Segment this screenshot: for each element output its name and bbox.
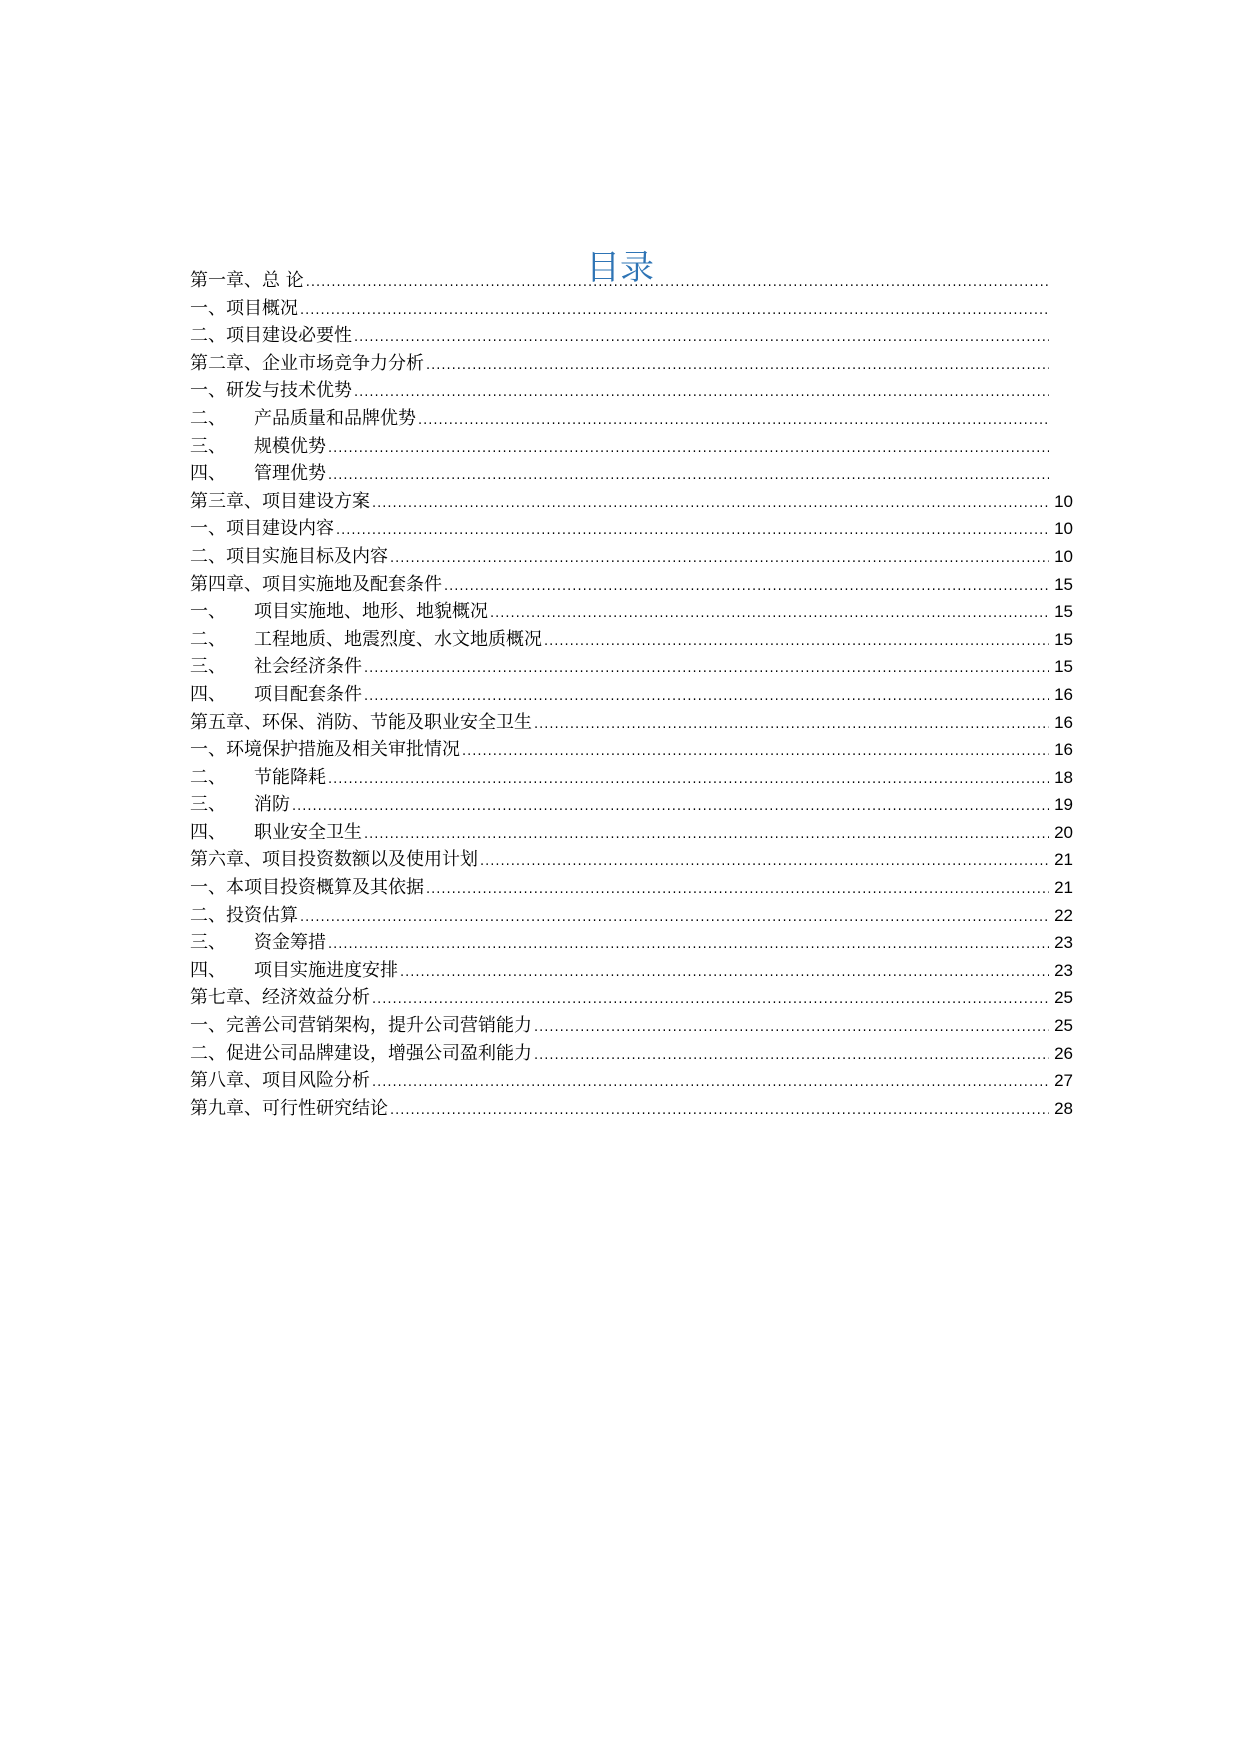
toc-entry[interactable] [190,543,1073,571]
toc-entry-label [190,791,290,819]
toc-entry-text: 节能降耗 [254,766,326,788]
toc-page-number: 19 [1054,795,1073,815]
toc-page-number: 22 [1054,905,1073,925]
toc-entry-label [190,460,326,488]
toc-entry-label [190,764,326,792]
toc-entry-text: 职业安全卫生 [254,821,362,843]
toc-entry-label [190,681,362,709]
toc-page-number: 21 [1054,850,1073,870]
toc-entry-label [190,709,532,737]
toc-page-number: 23 [1054,933,1073,953]
toc-entry-text: 第二章、企业市场竞争力分析 [190,352,424,374]
toc-entry[interactable] [190,377,1073,405]
toc-entry[interactable] [190,460,1073,488]
toc-entry-text: 项目实施地、地形、地貌概况 [254,601,488,623]
toc-entry-text: 项目实施进度安排 [254,959,398,981]
toc-entry-label [190,377,352,405]
toc-page-number: 10 [1054,491,1073,511]
toc-dot-leader [372,1069,1049,1097]
toc-page-number: 16 [1054,740,1073,760]
toc-dot-leader [328,435,1049,463]
toc-entry-number: 四、 [190,463,226,485]
toc-entry-label [190,874,424,902]
toc-dot-leader [354,379,1049,407]
toc-entry[interactable] [190,1012,1073,1040]
toc-dot-leader [328,931,1049,959]
toc-entry[interactable] [190,571,1073,599]
toc-entry[interactable] [190,1040,1073,1068]
toc-entry-label [190,736,460,764]
toc-page-number: 28 [1054,1098,1073,1118]
toc-dot-leader [390,545,1049,573]
toc-entry-number: 三、 [190,794,226,816]
toc-entry[interactable] [190,736,1073,764]
toc-entry-label [190,350,424,378]
toc-dot-leader [462,738,1049,766]
toc-entry[interactable] [190,957,1073,985]
toc-entry[interactable] [190,709,1073,737]
toc-entry-label [190,433,326,461]
toc-entry-label [190,405,416,433]
toc-dot-leader [400,959,1049,987]
toc-page-number: 10 [1054,546,1073,566]
toc-entry-text: 二、项目实施目标及内容 [190,545,388,567]
toc-entry[interactable] [190,764,1073,792]
toc-entry-label [190,295,298,323]
toc-entry-label [190,1012,532,1040]
toc-page-number: 16 [1054,684,1073,704]
toc-dot-leader [444,573,1049,601]
toc-entry-label [190,515,334,543]
toc-entry[interactable] [190,350,1073,378]
toc-page-number: 15 [1054,629,1073,649]
toc-entry-text: 项目配套条件 [254,683,362,705]
toc-entry-text: 一、环境保护措施及相关审批情况 [190,739,460,761]
toc-entry-label [190,267,304,295]
toc-page-number: 15 [1054,574,1073,594]
toc-entry-text: 工程地质、地震烈度、水文地质概况 [254,628,542,650]
toc-dot-leader [372,490,1049,518]
toc-entry[interactable] [190,819,1073,847]
toc-entry[interactable] [190,626,1073,654]
toc-dot-leader [354,324,1049,352]
toc-entry-number: 二、 [190,766,226,788]
toc-entry[interactable] [190,681,1073,709]
toc-entry-label [190,1040,532,1068]
toc-entry-number: 四、 [190,821,226,843]
toc-entry[interactable] [190,267,1073,295]
toc-entry-number: 二、 [190,407,226,429]
toc-entry-text: 第五章、环保、消防、节能及职业安全卫生 [190,711,532,733]
toc-dot-leader [300,904,1049,932]
toc-entry-number: 二、 [190,628,226,650]
toc-entry[interactable] [190,598,1073,626]
toc-dot-leader [534,711,1049,739]
toc-page-number: 16 [1054,712,1073,732]
toc-entry[interactable] [190,984,1073,1012]
toc-dot-leader [390,1097,1049,1125]
toc-entry-text: 一、完善公司营销架构，提升公司营销能力 [190,1015,532,1037]
toc-entry-label [190,598,488,626]
toc-page-number: 25 [1054,1016,1073,1036]
toc-entry-number: 四、 [190,683,226,705]
toc-entry[interactable] [190,295,1073,323]
toc-entry-label [190,653,362,681]
toc-entry[interactable] [190,1095,1073,1123]
toc-entry-label [190,322,352,350]
toc-entry-text: 规模优势 [254,435,326,457]
toc-entry-text: 一、项目概况 [190,297,298,319]
toc-dot-leader [544,628,1049,656]
toc-entry-number: 一、 [190,601,226,623]
toc-entry-text: 二、投资估算 [190,904,298,926]
toc-entry-number: 三、 [190,656,226,678]
toc-entry-label [190,1095,388,1123]
toc-dot-leader [426,876,1049,904]
toc-entry-text: 二、促进公司品牌建设，增强公司盈利能力 [190,1042,532,1064]
toc-page-number: 27 [1054,1071,1073,1091]
toc-dot-leader [300,297,1049,325]
toc-entry-text: 一、本项目投资概算及其依据 [190,877,424,899]
toc-entry-label [190,984,370,1012]
toc-page-number: 18 [1054,767,1073,787]
toc-entry[interactable] [190,929,1073,957]
toc-entry[interactable] [190,1067,1073,1095]
toc-entry-text: 一、研发与技术优势 [190,380,352,402]
toc-entry-label [190,957,398,985]
toc-entry-label [190,902,298,930]
toc-entry-text: 第三章、项目建设方案 [190,490,370,512]
toc-page-number: 26 [1054,1043,1073,1063]
toc-page-number: 20 [1054,822,1073,842]
toc-dot-leader [418,407,1049,435]
toc-entry[interactable] [190,791,1073,819]
toc-entry-text: 产品质量和品牌优势 [254,407,416,429]
toc-entry-text: 第八章、项目风险分析 [190,1070,370,1092]
toc-entry[interactable] [190,902,1073,930]
page-title: 目录 [586,247,654,288]
toc-entry-label [190,929,326,957]
toc-dot-leader [372,986,1049,1014]
toc-entry-label [190,626,542,654]
toc-dot-leader [364,821,1049,849]
toc-entry-text: 二、项目建设必要性 [190,325,352,347]
toc-dot-leader [480,848,1049,876]
toc-entry[interactable] [190,653,1073,681]
toc-entry-number: 三、 [190,435,226,457]
toc-page-number: 15 [1054,657,1073,677]
toc-entry[interactable] [190,433,1073,461]
table-of-contents [190,267,1073,1122]
toc-dot-leader [336,517,1049,545]
toc-entry-text: 第七章、经济效益分析 [190,987,370,1009]
toc-page-number: 23 [1054,960,1073,980]
toc-dot-leader [292,793,1049,821]
toc-entry[interactable] [190,874,1073,902]
toc-entry-text: 第六章、项目投资数额以及使用计划 [190,849,478,871]
toc-entry-text: 第九章、可行性研究结论 [190,1097,388,1119]
toc-dot-leader [328,462,1049,490]
toc-page-number: 15 [1054,602,1073,622]
toc-dot-leader [306,269,1049,297]
toc-entry[interactable] [190,515,1073,543]
toc-entry-text: 第四章、项目实施地及配套条件 [190,573,442,595]
toc-entry-label [190,1067,370,1095]
toc-entry-number: 三、 [190,932,226,954]
toc-entry[interactable] [190,488,1073,516]
toc-entry-text: 第一章、总 论 [190,270,304,291]
toc-dot-leader [364,683,1049,711]
toc-dot-leader [534,1014,1049,1042]
toc-page-number: 25 [1054,988,1073,1008]
toc-entry-text: 消防 [254,794,290,816]
toc-entry-label [190,488,370,516]
toc-entry-text: 资金筹措 [254,932,326,954]
toc-dot-leader [490,600,1049,628]
toc-entry-label [190,846,478,874]
toc-entry[interactable] [190,322,1073,350]
toc-dot-leader [328,766,1049,794]
toc-entry-text: 一、项目建设内容 [190,518,334,540]
toc-page-number: 21 [1054,878,1073,898]
toc-entry-label [190,571,442,599]
toc-entry-text: 社会经济条件 [254,656,362,678]
toc-page-number: 10 [1054,519,1073,539]
toc-dot-leader [426,352,1049,380]
toc-dot-leader [534,1042,1049,1070]
toc-dot-leader [364,655,1049,683]
toc-entry[interactable] [190,405,1073,433]
toc-entry-text: 管理优势 [254,463,326,485]
toc-entry-number: 四、 [190,959,226,981]
toc-entry[interactable] [190,846,1073,874]
toc-entry-label [190,819,362,847]
toc-entry-label [190,543,388,571]
